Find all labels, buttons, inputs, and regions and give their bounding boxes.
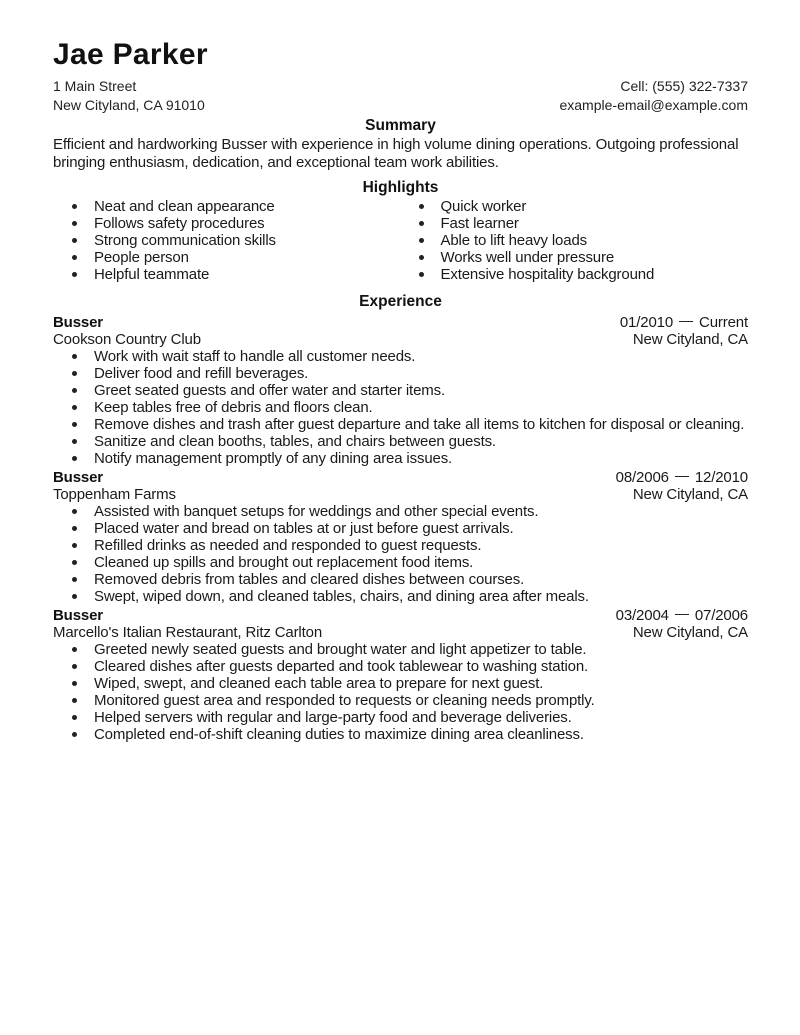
highlight-item: Fast learner [401,215,749,232]
address-block [53,77,205,115]
job-title: Busser [53,469,103,486]
duty-item: Cleared dishes after guests departed and took tablewear to washing station. [53,658,748,675]
bullet-icon [72,560,77,565]
job-title: Busser [53,314,103,331]
bullet-icon [419,255,424,260]
job-location: New Cityland, CA [632,331,748,348]
date-range [616,607,748,624]
duty-item: Refilled drinks as needed and responded to guest requests. [53,537,748,554]
email-address: example-email@example.com [559,97,748,113]
duty-item: Assisted with banquet setups for weddings and other special events. [53,503,748,520]
job-duties-list [53,348,748,467]
phone-number: Cell: (555) 322-7337 [620,78,748,94]
bullet-icon [72,354,77,359]
address-line-2: New Cityland, CA 91010 [53,97,205,113]
bullet-icon [72,456,77,461]
job-header [53,314,748,348]
job-entry [53,469,748,605]
resume-page [53,38,748,743]
date-range [620,314,748,331]
experience-heading: Experience [359,293,442,310]
bullet-icon [419,204,424,209]
highlight-item: Works well under pressure [401,249,749,266]
bullet-icon [72,405,77,410]
duty-item: Work with wait staff to handle all customer needs. [53,348,748,365]
highlight-item: Strong communication skills [53,232,401,249]
job-entry [53,607,748,743]
company-name: Cookson Country Club [53,331,201,348]
end-date: 12/2010 [694,469,748,486]
bullet-icon [72,594,77,599]
bullet-icon [72,715,77,720]
highlight-item: People person [53,249,401,266]
candidate-name: Jae Parker [53,38,208,71]
dash-icon [675,476,689,477]
contact-block [53,77,748,115]
bullet-icon [72,388,77,393]
bullet-icon [72,371,77,376]
duty-item: Deliver food and refill beverages. [53,365,748,382]
highlight-item: Quick worker [401,198,749,215]
job-title: Busser [53,607,103,624]
duty-item: Remove dishes and trash after guest departure and take all items to kitchen for disposal or cleaning. [53,416,748,433]
job-location: New Cityland, CA [632,624,748,641]
end-date: 07/2006 [694,607,748,624]
date-range [616,469,748,486]
bullet-icon [72,439,77,444]
summary-text: Efficient and hardworking Busser with experience in high volume dining operations. Outgoing professional bringing enthusiasm, dedication, and exceptional team work abilities. [53,136,739,171]
duty-item: Helped servers with regular and large-party food and beverage deliveries. [53,709,748,726]
dash-icon [679,321,693,322]
company-name: Marcello's Italian Restaurant, Ritz Carlton [53,624,323,641]
phone-email-block [559,77,748,115]
highlight-item: Extensive hospitality background [401,266,749,283]
bullet-icon [72,272,77,277]
duty-item: Notify management promptly of any dining area issues. [53,450,748,467]
bullet-icon [72,543,77,548]
bullet-icon [72,698,77,703]
duty-item: Placed water and bread on tables at or just before guest arrivals. [53,520,748,537]
bullet-icon [72,238,77,243]
job-duties-list [53,503,748,605]
duty-item: Greet seated guests and offer water and starter items. [53,382,748,399]
bullet-icon [72,204,77,209]
summary-heading: Summary [365,117,436,134]
start-date: 08/2006 [615,469,669,486]
highlight-item: Neat and clean appearance [53,198,401,215]
bullet-icon [419,221,424,226]
job-entry [53,314,748,467]
highlights-list [53,198,748,283]
bullet-icon [72,681,77,686]
start-date: 03/2004 [615,607,669,624]
bullet-icon [419,238,424,243]
end-date: Current [699,314,748,331]
job-header [53,607,748,641]
bullet-icon [72,422,77,427]
bullet-icon [72,577,77,582]
duty-item: Monitored guest area and responded to requests or cleaning needs promptly. [53,692,748,709]
start-date: 01/2010 [619,314,674,331]
duty-item: Swept, wiped down, and cleaned tables, chairs, and dining area after meals. [53,588,748,605]
duty-item: Keep tables free of debris and floors clean. [53,399,748,416]
duty-item: Removed debris from tables and cleared dishes between courses. [53,571,748,588]
bullet-icon [72,647,77,652]
bullet-icon [72,664,77,669]
bullet-icon [72,255,77,260]
job-duties-list [53,641,748,743]
duty-item: Greeted newly seated guests and brought water and light appetizer to table. [53,641,748,658]
highlight-item: Able to lift heavy loads [401,232,749,249]
highlights-column-right [401,198,749,283]
duty-item: Sanitize and clean booths, tables, and chairs between guests. [53,433,748,450]
highlights-heading: Highlights [362,179,439,196]
bullet-icon [72,526,77,531]
job-location: New Cityland, CA [632,486,748,503]
bullet-icon [72,509,77,514]
address-line-1: 1 Main Street [53,78,137,94]
highlights-column-left [53,198,401,283]
highlight-item: Follows safety procedures [53,215,401,232]
bullet-icon [419,272,424,277]
dash-icon [675,614,689,615]
bullet-icon [72,732,77,737]
duty-item: Completed end-of-shift cleaning duties to maximize dining area cleanliness. [53,726,748,743]
job-header [53,469,748,503]
bullet-icon [72,221,77,226]
highlight-item: Helpful teammate [53,266,401,283]
duty-item: Cleaned up spills and brought out replacement food items. [53,554,748,571]
duty-item: Wiped, swept, and cleaned each table area to prepare for next guest. [53,675,748,692]
company-name: Toppenham Farms [53,486,176,503]
